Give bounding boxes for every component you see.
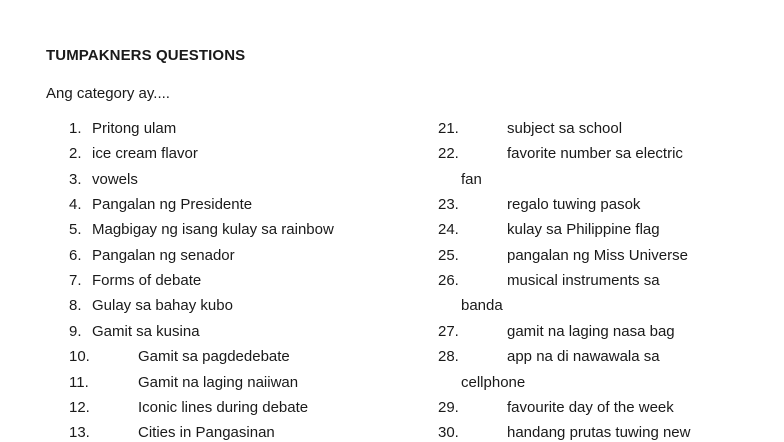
item-text: app na di nawawala sa bbox=[507, 348, 660, 366]
item-text: Forms of debate bbox=[92, 272, 202, 290]
item-number: 12. bbox=[69, 398, 90, 416]
item-text: Gamit sa pagdedebate bbox=[138, 348, 290, 366]
item-number: 22. bbox=[438, 145, 459, 163]
item-number: 10. bbox=[69, 348, 90, 366]
item-number: 2. bbox=[69, 145, 82, 163]
item-number: 27. bbox=[438, 322, 459, 340]
item-number: 9. bbox=[69, 322, 82, 340]
item-number: 7. bbox=[69, 272, 82, 290]
item-number: 24. bbox=[438, 221, 459, 239]
item-number: 6. bbox=[69, 246, 82, 264]
item-text: Iconic lines during debate bbox=[138, 398, 309, 416]
item-number: 25. bbox=[438, 246, 459, 264]
item-text: Pangalan ng senador bbox=[92, 246, 235, 264]
item-text: Pritong ulam bbox=[92, 120, 177, 137]
item-number: 5. bbox=[69, 221, 82, 239]
item-text: favourite day of the week bbox=[507, 398, 674, 416]
item-number: 30. bbox=[438, 424, 459, 442]
item-text: favorite number sa electric bbox=[507, 145, 683, 163]
document-title: TUMPAKNERS QUESTIONS bbox=[46, 47, 246, 64]
item-number: 8. bbox=[69, 297, 82, 315]
item-text: handang prutas tuwing new bbox=[507, 424, 691, 442]
item-number: 1. bbox=[69, 120, 82, 137]
item-text: Gulay sa bahay kubo bbox=[92, 297, 233, 315]
item-number: 26. bbox=[438, 272, 459, 290]
item-number: 4. bbox=[69, 196, 82, 214]
item-text-continued: cellphone bbox=[461, 373, 526, 391]
item-text: musical instruments sa bbox=[507, 272, 660, 290]
item-text: gamit na laging nasa bag bbox=[507, 322, 675, 340]
item-number: 29. bbox=[438, 398, 459, 416]
item-number: 3. bbox=[69, 170, 82, 188]
item-text: ice cream flavor bbox=[92, 145, 198, 163]
item-text: kulay sa Philippine flag bbox=[507, 221, 660, 239]
item-text: Cities in Pangasinan bbox=[138, 424, 275, 442]
item-text: Gamit sa kusina bbox=[92, 322, 200, 340]
item-number: 28. bbox=[438, 348, 459, 366]
item-text-continued: fan bbox=[461, 170, 482, 188]
item-number: 21. bbox=[438, 120, 459, 137]
item-number: 23. bbox=[438, 196, 459, 214]
item-text: Pangalan ng Presidente bbox=[92, 196, 253, 214]
item-text-continued: banda bbox=[461, 297, 503, 315]
item-number: 13. bbox=[69, 424, 90, 442]
item-text: Magbigay ng isang kulay sa rainbow bbox=[92, 221, 334, 239]
item-text: regalo tuwing pasok bbox=[507, 196, 641, 214]
item-text: subject sa school bbox=[507, 120, 623, 137]
item-text: vowels bbox=[92, 170, 138, 188]
item-text: Gamit na laging naiiwan bbox=[138, 373, 299, 391]
document-subtitle: Ang category ay.... bbox=[46, 85, 170, 102]
item-text: pangalan ng Miss Universe bbox=[507, 246, 688, 264]
item-number: 11. bbox=[69, 373, 89, 391]
